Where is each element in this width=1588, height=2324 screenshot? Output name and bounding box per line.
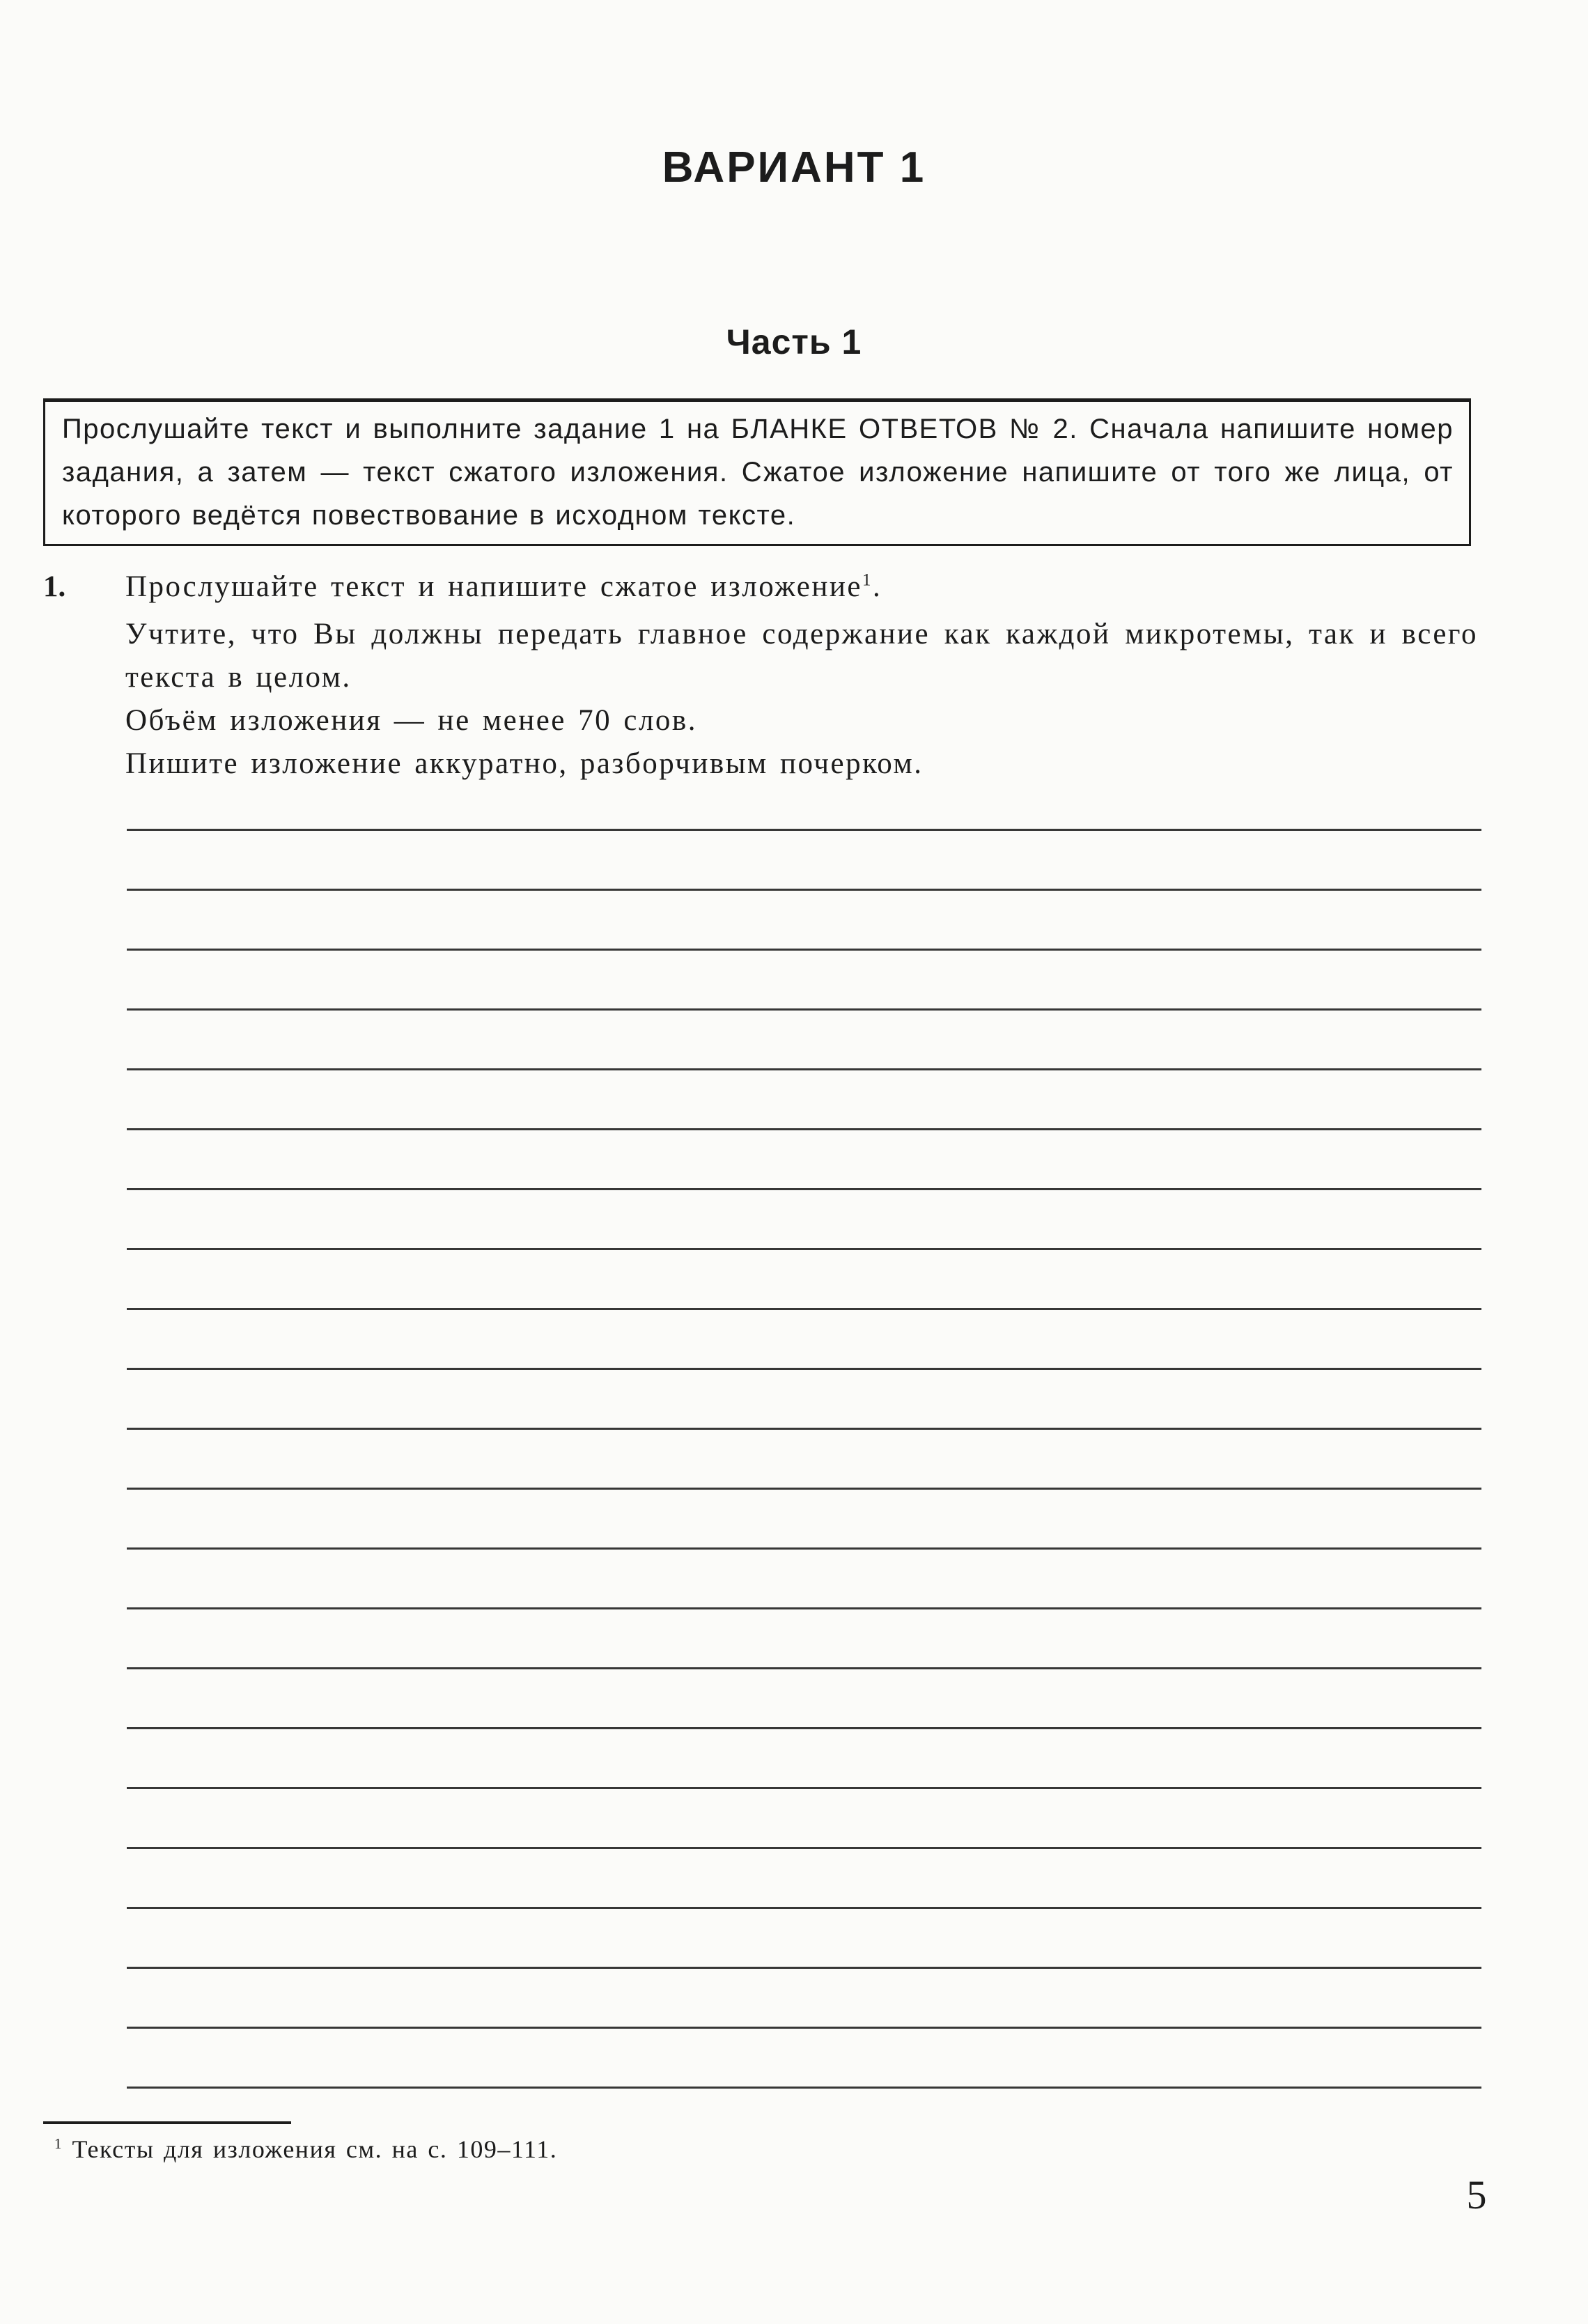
footnote	[54, 2132, 1308, 2166]
writing-line	[127, 1787, 1481, 1789]
writing-line	[127, 1907, 1481, 1909]
task-number: 1.	[43, 570, 66, 603]
part-title: Часть 1	[726, 322, 862, 361]
writing-line	[127, 889, 1481, 891]
writing-line	[127, 1068, 1481, 1070]
writing-line	[127, 1188, 1481, 1190]
writing-line	[127, 2087, 1481, 2089]
page-number: 5	[1466, 2172, 1487, 2217]
writing-line	[127, 1967, 1481, 1969]
footnote-marker: 1	[862, 570, 873, 590]
task-sentence-text: Прослушайте текст и напишите сжатое изложение	[125, 570, 862, 603]
task-1	[43, 566, 1478, 786]
variant-title: ВАРИАНТ 1	[662, 143, 926, 192]
task-body	[125, 566, 1478, 786]
writing-line	[127, 1727, 1481, 1729]
writing-line	[127, 1128, 1481, 1130]
task-paragraph: Объём изложения — не менее 70 слов.	[125, 704, 697, 737]
writing-line	[127, 1847, 1481, 1849]
writing-line	[127, 1368, 1481, 1370]
footnote-sup: 1	[54, 2135, 63, 2152]
writing-line	[127, 949, 1481, 951]
footnote-divider	[43, 2121, 291, 2124]
writing-line	[127, 1428, 1481, 1430]
writing-line	[127, 1547, 1481, 1550]
writing-line	[127, 1488, 1481, 1490]
footnote-text: Тексты для изложения см. на с. 109–111.	[62, 2135, 558, 2163]
writing-line	[127, 1248, 1481, 1250]
task-paragraph: Пишите изложение аккуратно, разборчивым почерком.	[125, 747, 924, 780]
writing-line	[127, 1667, 1481, 1669]
writing-line	[127, 1607, 1481, 1609]
writing-line	[127, 829, 1481, 831]
writing-lines	[127, 829, 1481, 2089]
task-sentence-period: .	[872, 570, 882, 603]
task-paragraph: Учтите, что Вы должны передать главное содержание как каждой микротемы, так и всего текста в целом.	[125, 618, 1478, 694]
instruction-text: Прослушайте текст и выполните задание 1 на БЛАНКЕ ОТВЕТОВ № 2. Сначала напишите номер задания, а затем — текст сжатого изложения. Сжатое изложение напишите от того же лица, от которого ведётся повествование в исходном тексте.	[62, 414, 1454, 531]
writing-line	[127, 1308, 1481, 1310]
task-sentence	[125, 566, 1478, 609]
writing-line	[127, 1008, 1481, 1011]
writing-line	[127, 2027, 1481, 2029]
instruction-box	[43, 398, 1471, 546]
